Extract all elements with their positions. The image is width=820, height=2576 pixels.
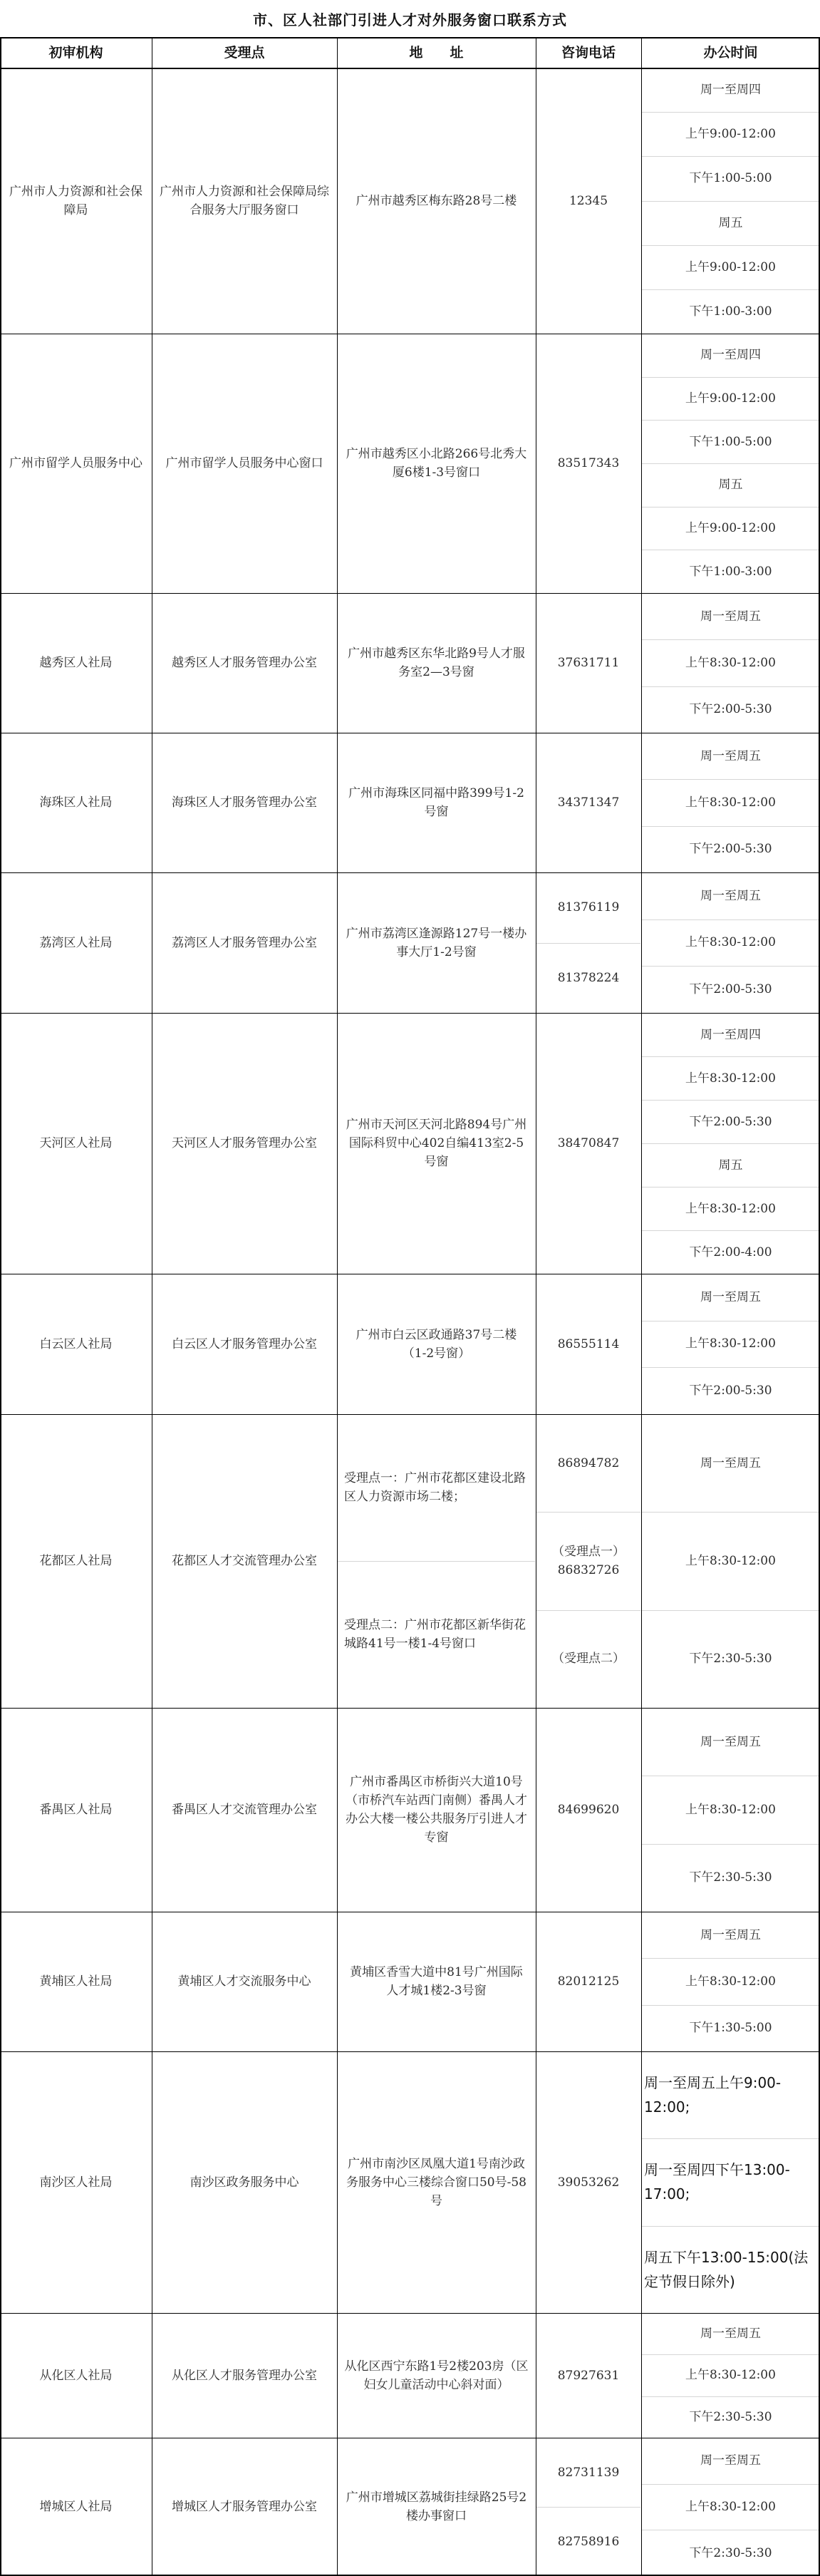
office-hours-item: 上午8:30-12:00 bbox=[685, 1071, 776, 1086]
initial-review-org: 荔湾区人社局 bbox=[39, 935, 113, 950]
acceptance-point: 番禺区人才交流管理办公室 bbox=[172, 1803, 317, 1817]
sub-divider bbox=[642, 966, 819, 967]
acceptance-point: 广州市人力资源和社会保障局综合服务大厅服务窗口 bbox=[160, 184, 329, 217]
office-hours-item: 下午1:00-5:00 bbox=[689, 171, 772, 186]
address-text: 广州市海珠区同福中路399号1-2号窗 bbox=[348, 786, 524, 819]
office-hours-item: 周一至周五 bbox=[700, 2327, 761, 2341]
row-divider bbox=[0, 872, 820, 873]
sub-divider bbox=[642, 112, 819, 113]
address-text: 受理点一：广州市花都区建设北路区人力资源市场二楼； bbox=[344, 1471, 526, 1504]
office-hours-item: 周一至周五 bbox=[700, 1456, 761, 1470]
sub-divider bbox=[642, 2484, 819, 2485]
consult-phone: 34371347 bbox=[557, 795, 620, 810]
row-divider bbox=[0, 1013, 820, 1014]
column-divider bbox=[641, 37, 642, 2576]
acceptance-point: 南沙区政务服务中心 bbox=[190, 2175, 299, 2190]
office-hours-item: 周一至周四 bbox=[700, 348, 761, 363]
initial-review-org: 增城区人社局 bbox=[39, 2500, 113, 2514]
office-hours-item: 上午8:30-12:00 bbox=[685, 1553, 776, 1568]
office-hours-item: 周一至周五 bbox=[700, 2453, 761, 2468]
sub-divider bbox=[642, 289, 819, 290]
initial-review-org: 越秀区人社局 bbox=[39, 656, 113, 670]
sub-divider bbox=[536, 1512, 640, 1513]
sub-divider bbox=[642, 156, 819, 157]
table-title: 市、区人社部门引进人才对外服务窗口联系方式 bbox=[253, 11, 567, 29]
sub-divider bbox=[642, 2138, 819, 2139]
consult-phone: 37631711 bbox=[557, 656, 620, 670]
office-hours-item: 周五 bbox=[718, 478, 743, 493]
consult-phone: 38470847 bbox=[557, 1136, 620, 1150]
office-hours-item: 下午1:30-5:00 bbox=[689, 2021, 772, 2036]
sub-divider bbox=[642, 1610, 819, 1611]
sub-divider bbox=[642, 1230, 819, 1231]
row-divider bbox=[0, 593, 820, 594]
office-hours-item: 周一至周四下午13:00-17:00; bbox=[644, 2161, 790, 2203]
office-hours-item: 周五 bbox=[718, 215, 743, 230]
office-hours-item: 下午2:00-5:30 bbox=[689, 1114, 772, 1129]
address-text: 黄埔区香雪大道中81号广州国际人才城1楼2-3号窗 bbox=[350, 1965, 523, 1998]
initial-review-org: 广州市人力资源和社会保障局 bbox=[9, 184, 142, 217]
sub-divider bbox=[642, 1100, 819, 1101]
office-hours-item: 周一至周五 bbox=[700, 1734, 761, 1749]
office-hours-item: 下午1:00-5:00 bbox=[689, 434, 772, 449]
sub-divider bbox=[642, 377, 819, 378]
sub-divider bbox=[642, 639, 819, 640]
acceptance-point: 白云区人才服务管理办公室 bbox=[172, 1336, 317, 1351]
office-hours-item: 下午2:00-5:30 bbox=[689, 982, 772, 997]
consult-phone: 86555114 bbox=[557, 1336, 620, 1351]
consult-phone: 81378224 bbox=[557, 970, 620, 985]
header-bottom-border bbox=[0, 68, 820, 69]
initial-review-org: 南沙区人社局 bbox=[39, 2175, 113, 2190]
initial-review-org: 白云区人社局 bbox=[39, 1336, 113, 1351]
consult-phone: 87927631 bbox=[557, 2368, 620, 2383]
office-hours-item: 下午2:00-5:30 bbox=[689, 1384, 772, 1398]
sub-divider bbox=[642, 2396, 819, 2397]
office-hours-item: 周一至周五 bbox=[700, 888, 761, 903]
office-hours-item: 上午8:30-12:00 bbox=[685, 1802, 776, 1817]
sub-divider bbox=[642, 420, 819, 421]
column-divider bbox=[337, 37, 338, 2576]
address-text: 广州市番禺区市桥街兴大道10号（市桥汽车站西门南侧）番禺人才办公大楼一楼公共服务厅引进人才专窗 bbox=[346, 1775, 527, 1845]
address-text: 广州市白云区政通路37号二楼（1-2号窗） bbox=[355, 1327, 517, 1361]
office-hours-item: 下午2:30-5:30 bbox=[689, 2545, 772, 2560]
acceptance-point: 花都区人才交流管理办公室 bbox=[172, 1554, 317, 1568]
sub-divider bbox=[642, 507, 819, 508]
consult-phone: 39053262 bbox=[557, 2175, 620, 2190]
sub-divider bbox=[642, 686, 819, 687]
column-header-address: 地 址 bbox=[409, 44, 464, 61]
office-hours-item: 周一至周五 bbox=[700, 1927, 761, 1942]
office-hours-item: 上午9:00-12:00 bbox=[685, 259, 776, 274]
consult-phone: 86894782 bbox=[557, 1456, 620, 1470]
initial-review-org: 番禺区人社局 bbox=[39, 1803, 113, 1817]
office-hours-item: 周一至周四 bbox=[700, 1027, 761, 1042]
sub-divider bbox=[642, 1056, 819, 1057]
sub-divider bbox=[642, 1958, 819, 1959]
column-header-point: 受理点 bbox=[224, 44, 265, 61]
sub-divider bbox=[642, 779, 819, 780]
office-hours-item: 下午2:00-5:30 bbox=[689, 842, 772, 857]
sub-divider bbox=[642, 1321, 819, 1322]
address-text: 广州市越秀区梅东路28号二楼 bbox=[355, 193, 517, 208]
office-hours-item: 周一至周五上午9:00-12:00; bbox=[644, 2074, 782, 2116]
office-hours-item: 上午8:30-12:00 bbox=[685, 655, 776, 670]
office-hours-item: 周一至周五 bbox=[700, 748, 761, 763]
sub-divider bbox=[642, 2226, 819, 2227]
acceptance-point: 天河区人才服务管理办公室 bbox=[172, 1136, 317, 1150]
column-divider bbox=[0, 37, 1, 2576]
address-text: 受理点二：广州市花都区新华街花城路41号一楼1-4号窗口 bbox=[344, 1618, 526, 1651]
acceptance-point: 从化区人才服务管理办公室 bbox=[172, 2368, 317, 2383]
consult-phone: （受理点一） 86832726 bbox=[552, 1544, 625, 1577]
initial-review-org: 天河区人社局 bbox=[39, 1136, 113, 1150]
column-header-org: 初审机构 bbox=[48, 44, 103, 61]
office-hours-item: 下午1:00-3:00 bbox=[689, 304, 772, 319]
consult-phone: 12345 bbox=[569, 193, 608, 208]
sub-divider bbox=[642, 2005, 819, 2006]
office-hours-item: 下午1:00-3:00 bbox=[689, 564, 772, 579]
address-text: 广州市南沙区凤凰大道1号南沙政务服务中心三楼综合窗口50号-58号 bbox=[346, 2156, 526, 2208]
initial-review-org: 从化区人社局 bbox=[39, 2368, 113, 2383]
office-hours-item: 下午2:30-5:30 bbox=[689, 2409, 772, 2424]
sub-divider bbox=[642, 201, 819, 202]
acceptance-point: 越秀区人才服务管理办公室 bbox=[172, 656, 317, 670]
office-hours-item: 下午2:00-5:30 bbox=[689, 702, 772, 717]
acceptance-point: 黄埔区人才交流服务中心 bbox=[177, 1974, 311, 1989]
office-hours-item: 下午2:30-5:30 bbox=[689, 1870, 772, 1885]
address-text: 广州市越秀区小北路266号北秀大厦6楼1-3号窗口 bbox=[346, 447, 527, 480]
acceptance-point: 海珠区人才服务管理办公室 bbox=[172, 795, 317, 810]
initial-review-org: 海珠区人社局 bbox=[39, 795, 113, 810]
table-top-border bbox=[0, 37, 820, 38]
address-text: 广州市天河区天河北路894号广州国际科贸中心402自编413室2-5号窗 bbox=[346, 1118, 527, 1169]
office-hours-item: 上午8:30-12:00 bbox=[685, 1336, 776, 1351]
sub-divider bbox=[642, 1143, 819, 1144]
office-hours-item: 周一至周五 bbox=[700, 609, 761, 624]
office-hours-item: 上午8:30-12:00 bbox=[685, 1974, 776, 1989]
column-header-phone: 咨询电话 bbox=[561, 44, 616, 61]
acceptance-point: 广州市留学人员服务中心窗口 bbox=[165, 456, 323, 470]
office-hours-item: 上午8:30-12:00 bbox=[685, 795, 776, 810]
address-text: 广州市荔湾区逢源路127号一楼办事大厅1-2号窗 bbox=[346, 926, 527, 959]
initial-review-org: 黄埔区人社局 bbox=[39, 1974, 113, 1989]
row-divider bbox=[0, 1414, 820, 1415]
sub-divider bbox=[642, 1844, 819, 1845]
sub-divider bbox=[642, 245, 819, 246]
office-hours-item: 上午8:30-12:00 bbox=[685, 935, 776, 950]
office-hours-item: 周一至周五 bbox=[700, 1289, 761, 1304]
office-hours-item: 下午2:30-5:30 bbox=[689, 1652, 772, 1666]
sub-divider bbox=[642, 1367, 819, 1368]
office-hours-item: 上午9:00-12:00 bbox=[685, 520, 776, 535]
consult-phone: 84699620 bbox=[557, 1803, 620, 1817]
consult-phone: 82012125 bbox=[557, 1974, 620, 1989]
office-hours-item: 上午8:30-12:00 bbox=[685, 1201, 776, 1216]
sub-divider bbox=[536, 2507, 640, 2508]
consult-phone: 82731139 bbox=[557, 2465, 620, 2480]
address-text: 广州市越秀区东华北路9号人才服务室2—3号窗 bbox=[348, 646, 525, 679]
row-divider bbox=[0, 2051, 820, 2052]
initial-review-org: 花都区人社局 bbox=[39, 1554, 113, 1568]
office-hours-item: 上午9:00-12:00 bbox=[685, 391, 776, 406]
sub-divider bbox=[642, 463, 819, 464]
address-text: 从化区西宁东路1号2楼203房（区妇女儿童活动中心斜对面） bbox=[344, 2359, 529, 2392]
column-header-hours: 办公时间 bbox=[703, 44, 758, 61]
office-hours-item: 周一至周四 bbox=[700, 83, 761, 98]
row-divider bbox=[0, 2313, 820, 2314]
office-hours-item: 上午9:00-12:00 bbox=[685, 127, 776, 142]
office-hours-item: 上午8:30-12:00 bbox=[685, 2499, 776, 2514]
row-divider bbox=[0, 1708, 820, 1709]
sub-divider bbox=[642, 826, 819, 827]
acceptance-point: 荔湾区人才服务管理办公室 bbox=[172, 935, 317, 950]
sub-divider bbox=[642, 919, 819, 920]
sub-divider bbox=[536, 943, 640, 944]
consult-phone: 83517343 bbox=[557, 456, 620, 470]
acceptance-point: 增城区人才服务管理办公室 bbox=[172, 2500, 317, 2514]
sub-divider bbox=[536, 1610, 640, 1611]
office-hours-item: 周五下午13:00-15:00(法定节假日除外) bbox=[644, 2248, 809, 2290]
consult-phone: （受理点二） bbox=[552, 1652, 625, 1666]
office-hours-item: 周五 bbox=[718, 1158, 743, 1173]
sub-divider bbox=[642, 2354, 819, 2355]
address-text: 广州市增城区荔城街挂绿路25号2楼办事窗口 bbox=[346, 2490, 527, 2523]
office-hours-item: 上午8:30-12:00 bbox=[685, 2368, 776, 2383]
initial-review-org: 广州市留学人员服务中心 bbox=[9, 456, 142, 470]
consult-phone: 82758916 bbox=[557, 2534, 620, 2549]
sub-divider bbox=[338, 1561, 535, 1562]
office-hours-item: 下午2:00-4:00 bbox=[689, 1245, 772, 1259]
sub-divider bbox=[642, 1512, 819, 1513]
consult-phone: 81376119 bbox=[557, 900, 620, 915]
